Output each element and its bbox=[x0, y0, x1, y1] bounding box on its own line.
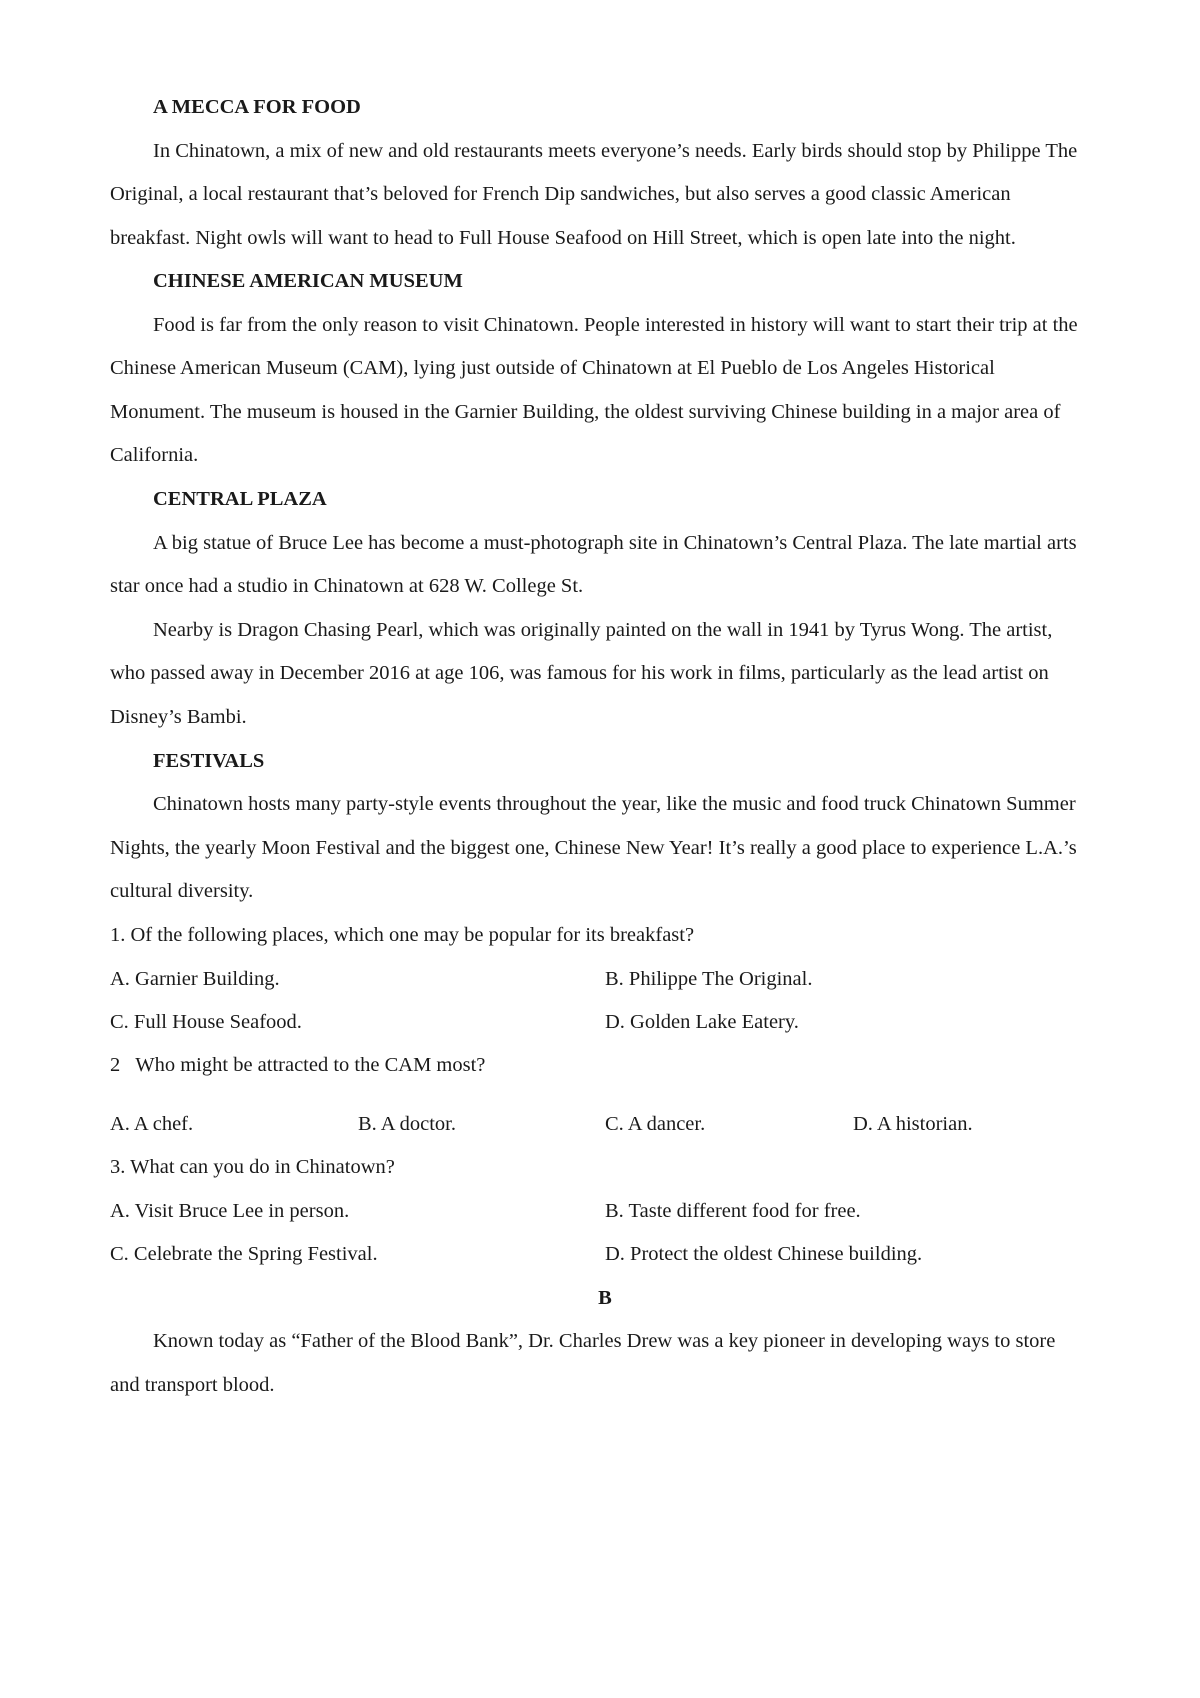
paragraph-line: Chinatown hosts many party-style events throughout the year, like the music and food truck Chinatown Summer bbox=[153, 793, 1076, 815]
answer-option: C. Celebrate the Spring Festival. bbox=[110, 1243, 378, 1265]
answer-option: D. Golden Lake Eatery. bbox=[605, 1011, 799, 1033]
part-heading: B bbox=[598, 1287, 612, 1309]
section-heading-museum: CHINESE AMERICAN MUSEUM bbox=[153, 270, 463, 292]
answer-option: D. Protect the oldest Chinese building. bbox=[605, 1243, 923, 1265]
answer-option: A. Garnier Building. bbox=[110, 968, 280, 990]
paragraph-line: A big statue of Bruce Lee has become a must-photograph site in Chinatown’s Central Plaza. The late martial arts bbox=[153, 532, 1077, 554]
section-heading-plaza: CENTRAL PLAZA bbox=[153, 488, 327, 510]
answer-option: C. A dancer. bbox=[605, 1113, 706, 1135]
answer-option: B. A doctor. bbox=[358, 1113, 456, 1135]
paragraph-line: star once had a studio in Chinatown at 628 W. College St. bbox=[110, 575, 584, 597]
paragraph-line: Original, a local restaurant that’s beloved for French Dip sandwiches, but also serves a good classic American bbox=[110, 183, 1011, 205]
paragraph-line: and transport blood. bbox=[110, 1374, 275, 1396]
question-stem: 2 Who might be attracted to the CAM most? bbox=[110, 1054, 486, 1076]
paragraph-line: Food is far from the only reason to visit Chinatown. People interested in history will want to start their trip at the bbox=[153, 314, 1078, 336]
answer-option: B. Taste different food for free. bbox=[605, 1200, 861, 1222]
section-heading-festivals: FESTIVALS bbox=[153, 750, 265, 772]
paragraph-line: who passed away in December 2016 at age 106, was famous for his work in films, particularly as the lead artist on bbox=[110, 662, 1049, 684]
section-heading-food: A MECCA FOR FOOD bbox=[153, 96, 361, 118]
paragraph-line: cultural diversity. bbox=[110, 880, 254, 902]
question-stem: 1. Of the following places, which one may be popular for its breakfast? bbox=[110, 924, 695, 946]
paragraph-line: California. bbox=[110, 444, 199, 466]
paragraph-line: breakfast. Night owls will want to head to Full House Seafood on Hill Street, which is open late into the night. bbox=[110, 227, 1016, 249]
paragraph-line: Nights, the yearly Moon Festival and the biggest one, Chinese New Year! It’s really a good place to experience L.A.’s bbox=[110, 837, 1077, 859]
paragraph-line: Known today as “Father of the Blood Bank”, Dr. Charles Drew was a key pioneer in developing ways to store bbox=[153, 1330, 1056, 1352]
answer-option: A. Visit Bruce Lee in person. bbox=[110, 1200, 350, 1222]
paragraph-line: Disney’s Bambi. bbox=[110, 706, 247, 728]
question-stem: 3. What can you do in Chinatown? bbox=[110, 1156, 395, 1178]
answer-option: C. Full House Seafood. bbox=[110, 1011, 302, 1033]
paragraph-line: In Chinatown, a mix of new and old restaurants meets everyone’s needs. Early birds should stop by Philippe The bbox=[153, 140, 1078, 162]
answer-option: A. A chef. bbox=[110, 1113, 194, 1135]
paragraph-line: Monument. The museum is housed in the Garnier Building, the oldest surviving Chinese building in a major area of bbox=[110, 401, 1061, 423]
answer-option: D. A historian. bbox=[853, 1113, 973, 1135]
paragraph-line: Chinese American Museum (CAM), lying just outside of Chinatown at El Pueblo de Los Angeles Historical bbox=[110, 357, 995, 379]
paragraph-line: Nearby is Dragon Chasing Pearl, which was originally painted on the wall in 1941 by Tyrus Wong. The artist, bbox=[153, 619, 1053, 641]
answer-option: B. Philippe The Original. bbox=[605, 968, 813, 990]
